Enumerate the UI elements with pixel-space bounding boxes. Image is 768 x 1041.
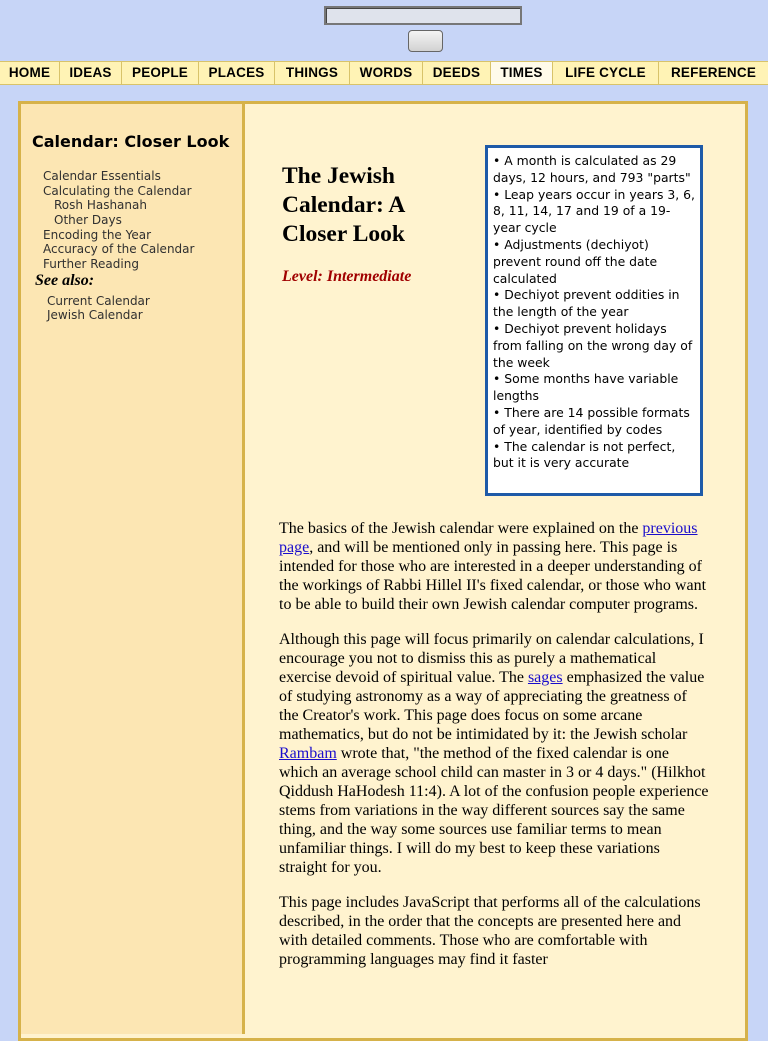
summary-item: • Some months have variable lengths xyxy=(493,371,679,404)
sidebar-link-accuracy-of-the-calendar[interactable]: Accuracy of the Calendar xyxy=(43,242,195,256)
paragraph-text: , and will be mentioned only in passing here. This page is intended for those who are interested in a deeper understanding of the workings of Rabbi Hillel II's fixed calendar, or those who want to be able to build their own Jewish calendar computer programs. xyxy=(279,539,707,613)
summary-box xyxy=(485,145,703,496)
nav-things[interactable]: THINGS xyxy=(275,62,350,84)
top-nav xyxy=(0,61,768,85)
sidebar-link-calculating-the-calendar[interactable]: Calculating the Calendar xyxy=(43,184,192,198)
summary-item: • Dechiyot prevent oddities in the length of the year xyxy=(493,287,680,320)
sidebar-link-further-reading[interactable]: Further Reading xyxy=(43,257,139,271)
article-body xyxy=(279,519,709,985)
summary-item: • Dechiyot prevent holidays from falling on the wrong day of the week xyxy=(493,320,693,370)
summary-item: • Adjustments (dechiyot) prevent round off the date calculated xyxy=(493,236,658,286)
sidebar xyxy=(21,104,245,1034)
paragraph-javascript: This page includes JavaScript that performs all of the calculations described, in the order that the concepts are presented here and with detailed comments. Those who are comfortable with programming languages may find it faster xyxy=(279,894,701,968)
summary-item: • The calendar is not perfect, but it is very accurate xyxy=(493,438,676,471)
paragraph-text: Although this page will focus primarily on calendar calculations, I encourage you not to dismiss this as purely a mathematical exercise devoid of spiritual value. The xyxy=(279,631,704,686)
paragraph-text: The basics of the Jewish calendar were explained on the xyxy=(279,520,643,537)
rambam-link[interactable]: Rambam xyxy=(279,745,337,762)
sidebar-link-other-days[interactable]: Other Days xyxy=(54,213,122,227)
nav-people[interactable]: PEOPLE xyxy=(122,62,199,84)
nav-home[interactable]: HOME xyxy=(0,62,60,84)
nav-reference[interactable]: REFERENCE xyxy=(670,65,757,80)
summary-item: • There are 14 possible formats of year, identified by codes xyxy=(493,404,690,437)
sidebar-link-current-calendar[interactable]: Current Calendar xyxy=(47,294,150,308)
paragraph-focus xyxy=(279,630,709,877)
page-title: The Jewish Calendar: A Closer Look xyxy=(282,163,405,247)
see-also-label: See also: xyxy=(35,272,95,289)
sidebar-link-encoding-the-year[interactable]: Encoding the Year xyxy=(43,228,152,242)
summary-item: • A month is calculated as 29 days, 12 hours, and 793 "parts" xyxy=(493,153,691,185)
sidebar-title: Calendar: Closer Look xyxy=(32,132,230,151)
summary-item: • Leap years occur in years 3, 6, 8, 11, 14, 17 and 19 of a 19-year cycle xyxy=(493,186,695,236)
paragraph-text: wrote that, "the method of the fixed calendar is one which an average school child can master in 3 or 4 days." (Hilkhot Qiddush HaHodesh 11:4). A lot of the confusion people experience stems from variations in the way different sources say the same thing, and the way some sources use familiar terms to mean unfamiliar things. I will do my best to keep these variations straight for you. xyxy=(279,745,709,876)
paragraph-text: emphasized the value of studying astronomy as a way of appreciating the greatness of the Creator's work. This page does focus on some arcane mathematics, but do not be intimidated by it: the Jewish scholar xyxy=(279,669,705,743)
search-input[interactable] xyxy=(324,6,522,25)
sidebar-link-rosh-hashanah[interactable]: Rosh Hashanah xyxy=(54,198,147,212)
sages-link[interactable]: sages xyxy=(527,669,563,686)
nav-words[interactable]: WORDS xyxy=(350,62,423,84)
paragraph-intro xyxy=(279,519,709,614)
nav-ideas[interactable]: IDEAS xyxy=(60,62,122,84)
level-label: Level: Intermediate xyxy=(282,268,412,285)
nav-places[interactable]: PLACES xyxy=(199,62,275,84)
previous-page-link[interactable]: previous page xyxy=(279,520,698,556)
sidebar-link-jewish-calendar[interactable]: Jewish Calendar xyxy=(47,308,143,322)
nav-deeds[interactable]: DEEDS xyxy=(423,62,491,84)
nav-times[interactable]: TIMES xyxy=(491,62,553,84)
search-button[interactable] xyxy=(408,30,443,52)
nav-life-cycle[interactable]: LIFE CYCLE xyxy=(553,62,659,84)
sidebar-link-calendar-essentials[interactable]: Calendar Essentials xyxy=(43,169,161,183)
